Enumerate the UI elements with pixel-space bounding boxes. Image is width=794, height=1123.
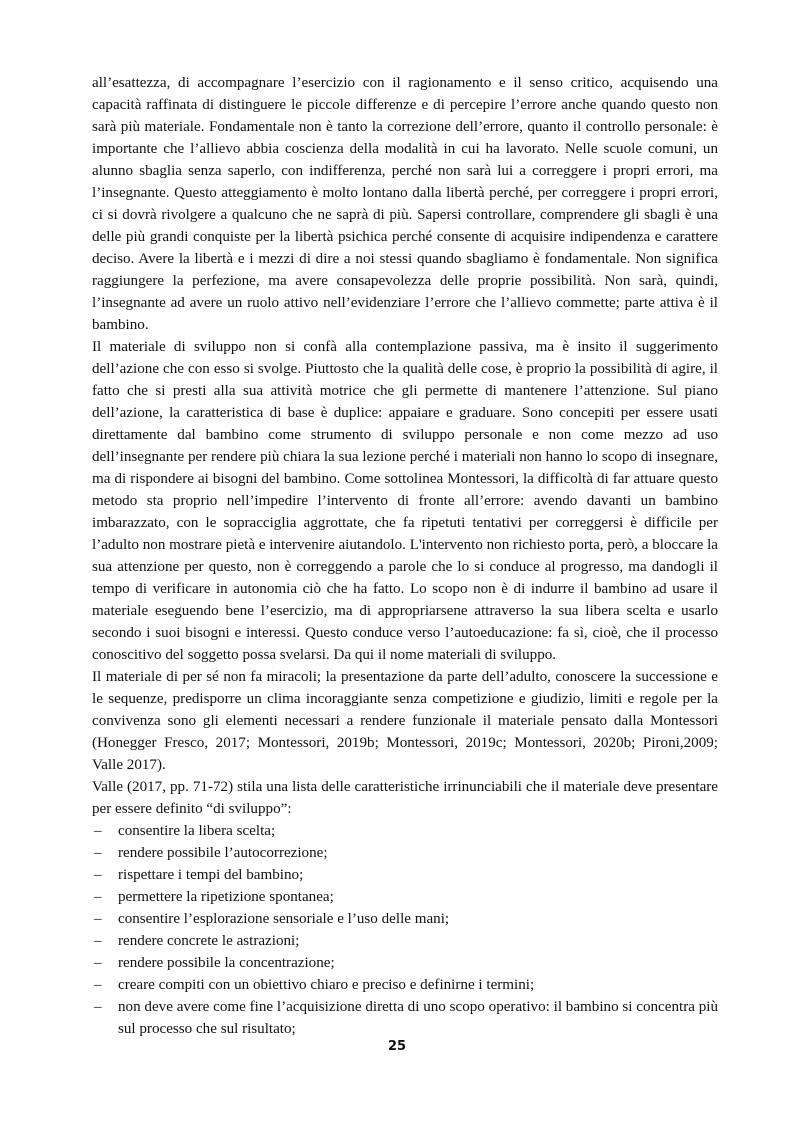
list-item	[92, 930, 718, 952]
characteristics-list	[92, 820, 718, 1040]
body-paragraph: Il materiale di per sé non fa miracoli; la presentazione da parte dell’adulto, conoscere la successione e le sequenze, predisporre un clima incoraggiante senza competizione e giudizio, limiti e regole per la convivenza sono gli elementi necessari a rendere funzionale il materiale pensato dalla Montessori (Honegger Fresco, 2017; Montessori, 2019b; Montessori, 2019c; Montessori, 2020b; Pironi,2009; Valle 2017).	[92, 669, 718, 773]
list-item	[92, 886, 718, 908]
dash-bullet: –	[94, 933, 102, 949]
list-item-text: creare compiti con un obiettivo chiaro e preciso e definirne i termini;	[118, 977, 535, 993]
page-number: 25	[387, 1039, 407, 1054]
list-item	[92, 820, 718, 842]
list-item-text: consentire la libera scelta;	[118, 823, 276, 839]
list-item-text: non deve avere come fine l’acquisizione diretta di uno scopo operativo: il bambino si concentra più sul processo che sul risultato;	[118, 999, 718, 1037]
document-page	[92, 72, 718, 1040]
dash-bullet: –	[94, 889, 102, 905]
list-item	[92, 908, 718, 930]
list-item	[92, 842, 718, 864]
dash-bullet: –	[94, 823, 102, 839]
dash-bullet: –	[94, 845, 102, 861]
list-item-text: permettere la ripetizione spontanea;	[118, 889, 334, 905]
list-item-text: rendere concrete le astrazioni;	[118, 933, 300, 949]
list-item-text: rendere possibile la concentrazione;	[118, 955, 335, 971]
list-item	[92, 996, 718, 1040]
body-paragraph: all’esattezza, di accompagnare l’esercizio con il ragionamento e il senso critico, acquisendo una capacità raffinata di distinguere le piccole differenze e di percepire l’errore anche quando questo non sarà più materiale. Fondamentale non è tanto la correzione dell’errore, quanto il controllo personale: è importante che l’allievo abbia coscienza della modalità in cui ha lavorato. Nelle scuole comuni, un alunno sbaglia senza saperlo, con indifferenza, perché non sarà lui a correggere i propri errori, ma l’insegnante. Questo atteggiamento è molto lontano dalla libertà perché, per correggere i propri errori, ci si dovrà rivolgere a qualcuno che ne saprà di più. Sapersi controllare, comprendere gli sbagli è una delle più grandi conquiste per la libertà psichica perché consente di acquisire indipendenza e carattere deciso. Avere la libertà e i mezzi di dire a noi stessi quando sbagliamo è fondamentale. Non significa raggiungere la perfezione, ma avere consapevolezza delle proprie possibilità. Non sarà, quindi, l’insegnante ad avere un ruolo attivo nell’evidenziare l’errore che l’allievo commette; parte attiva è il bambino.	[92, 75, 718, 333]
dash-bullet: –	[94, 911, 102, 927]
body-paragraph: Il materiale di sviluppo non si confà alla contemplazione passiva, ma è insito il suggerimento dell’azione che con esso si svolge. Piuttosto che la qualità delle cose, è proprio la possibilità di agire, il fatto che si presti alla sua attività motrice che gli permette di mantenere l’attenzione. Sul piano dell’azione, la caratteristica di base è duplice: appaiare e graduare. Sono concepiti per essere usati direttamente dal bambino come strumento di sviluppo personale e non come mezzo ad uso dell’insegnante per rendere più chiara la sua lezione perché i materiali non hanno lo scopo di insegnare, ma di rispondere ai bisogni del bambino. Come sottolinea Montessori, la difficoltà di far attuare questo metodo sta proprio nell’impedire l’intervento di fronte all’errore: avendo davanti un bambino imbarazzato, con le sopracciglia aggrottate, che fa ripetuti tentativi per correggersi è difficile per l’adulto non mostrare pietà e intervenire aiutandolo. L'intervento non richiesto porta, però, a bloccare la sua attenzione per questo, non è correggendo a parole che lo si conduce al progresso, ma dandogli il tempo di verificare in autonomia ciò che ha fatto. Lo scopo non è di indurre il bambino ad usare il materiale eseguendo bene l’esercizio, ma di appropriarsene attraverso la sua libera scelta e usarlo secondo i suoi bisogni e interessi. Questo conduce verso l’autoeducazione: fa sì, cioè, che il processo conoscitivo del soggetto possa svelarsi. Da qui il nome materiali di sviluppo.	[92, 339, 718, 663]
body-paragraph: Valle (2017, pp. 71-72) stila una lista delle caratteristiche irrinunciabili che il materiale deve presentare per essere definito “di sviluppo”:	[92, 779, 718, 817]
list-item-text: rispettare i tempi del bambino;	[118, 867, 304, 883]
dash-bullet: –	[94, 955, 102, 971]
list-item	[92, 952, 718, 974]
dash-bullet: –	[94, 977, 102, 993]
list-item	[92, 974, 718, 996]
list-item-text: rendere possibile l’autocorrezione;	[118, 845, 328, 861]
dash-bullet: –	[94, 867, 102, 883]
dash-bullet: –	[94, 999, 102, 1015]
list-item-text: consentire l’esplorazione sensoriale e l’uso delle mani;	[118, 911, 450, 927]
list-item	[92, 864, 718, 886]
